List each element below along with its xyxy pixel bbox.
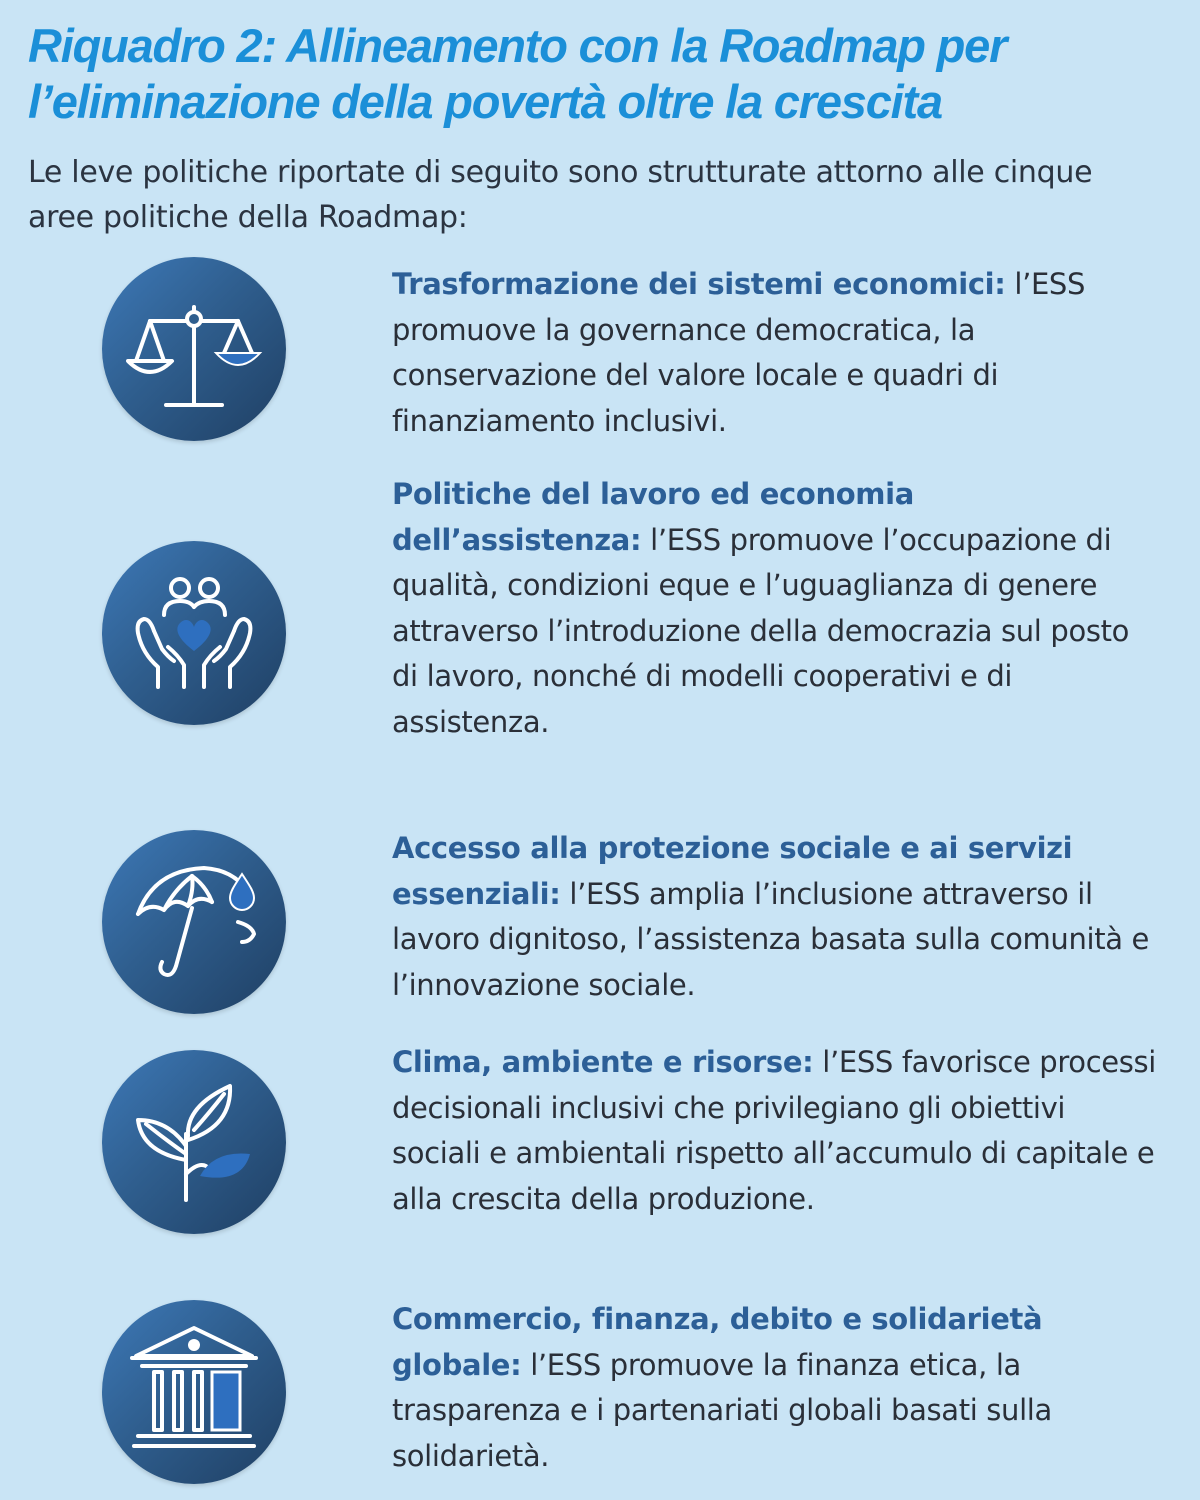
item-finance bbox=[392, 1297, 1162, 1479]
item-economic bbox=[392, 262, 1162, 444]
item-body: l’ESS promuove l’occupazione di qualità, condizioni eque e l’uguaglianza di genere attraverso l’introduzione della democrazia sul posto di lavoro, nonché di modelli cooperativi e di assistenza. bbox=[392, 522, 1130, 739]
intro-text: Le leve politiche riportate di seguito sono strutturate attorno alle cinque aree politiche della Roadmap: bbox=[28, 155, 1093, 235]
item-body: l’ESS amplia l’inclusione attraverso il lavoro dignitoso, l’assistenza basata sulla comunità e l’innovazione sociale. bbox=[392, 876, 1149, 1002]
item-body: l’ESS favorisce processi decisionali inclusivi che privilegiano gli obiettivi sociali e ambientali rispetto all’accumulo di capitale e alla crescita della produzione. bbox=[392, 1045, 1156, 1216]
item-body: l’ESS promuove la governance democratica, la conservazione del valore locale e quadri di finanziamento inclusivi. bbox=[392, 267, 1086, 438]
umbrella-icon bbox=[102, 830, 286, 1014]
item-climate bbox=[392, 1040, 1162, 1222]
item-heading: Clima, ambiente e risorse: bbox=[392, 1045, 814, 1079]
icon-circle-climate bbox=[102, 1050, 286, 1234]
plant-icon bbox=[102, 1050, 286, 1234]
care-hands-heart-icon bbox=[102, 541, 286, 725]
icon-circle-labour bbox=[102, 541, 286, 725]
item-body: l’ESS promuove la finanza etica, la trasparenza e i partenariati globali basati sulla solidarietà. bbox=[392, 1347, 1052, 1473]
item-heading: Commercio, finanza, debito e solidarietà globale: bbox=[392, 1302, 1043, 1382]
item-labour bbox=[392, 472, 1162, 745]
item-heading: Politiche del lavoro ed economia dell’assistenza: bbox=[392, 477, 914, 557]
icon-circle-finance bbox=[102, 1300, 286, 1484]
item-heading: Accesso alla protezione sociale e ai servizi essenziali: bbox=[392, 831, 1073, 911]
item-heading: Trasformazione dei sistemi economici: bbox=[392, 267, 1006, 301]
icon-circle-economic bbox=[102, 257, 286, 441]
scale-icon bbox=[102, 257, 286, 441]
bank-building-icon bbox=[102, 1300, 286, 1484]
page-title: Riquadro 2: Allineamento con la Roadmap per l’eliminazione della povertà oltre la crescita bbox=[28, 19, 1007, 128]
icon-circle-protection bbox=[102, 830, 286, 1014]
item-protection bbox=[392, 826, 1162, 1008]
